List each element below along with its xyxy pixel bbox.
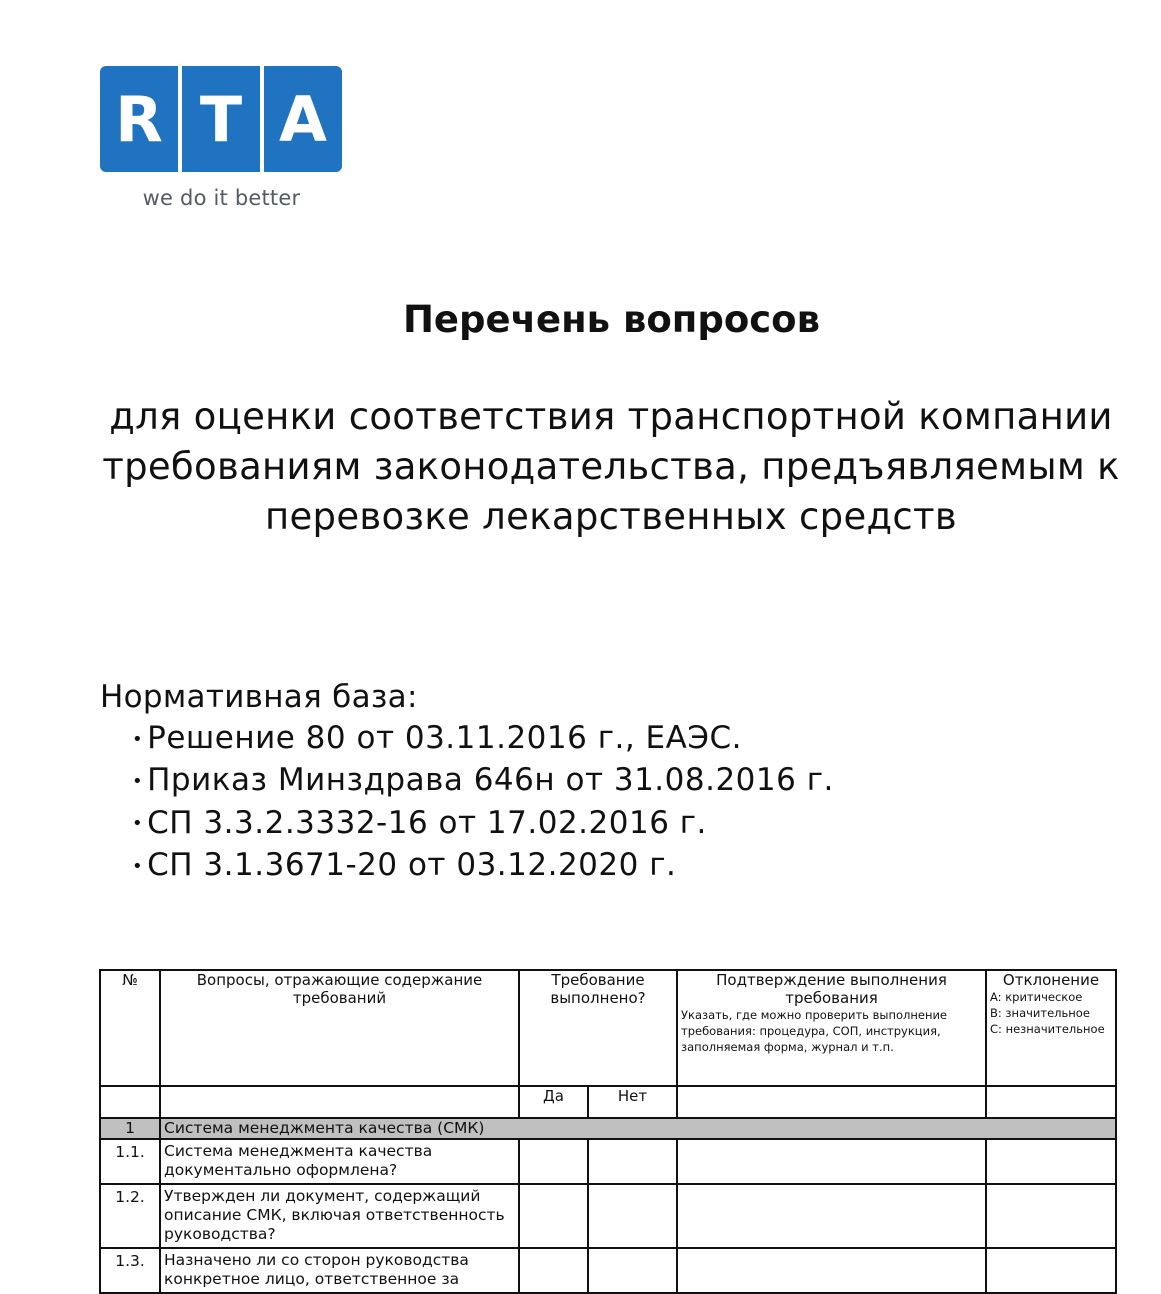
document-title: Перечень вопросов: [402, 298, 821, 341]
normative-list: [100, 718, 834, 887]
row-question: Назначено ли со сторон руководства конкретное лицо, ответственное за: [160, 1248, 519, 1293]
bullet-icon: •: [132, 813, 144, 835]
no-cell[interactable]: [588, 1248, 677, 1293]
header-no: Нет: [588, 1086, 677, 1118]
section-row: [100, 1118, 1116, 1139]
confirmation-cell[interactable]: [677, 1139, 986, 1184]
no-cell[interactable]: [588, 1184, 677, 1248]
table-row: [100, 1139, 1116, 1184]
normative-base: [100, 676, 834, 887]
table-row: [100, 1184, 1116, 1248]
yes-cell[interactable]: [519, 1184, 588, 1248]
row-question: Утвержден ли документ, содержащий описание СМК, включая ответственность руководства?: [160, 1184, 519, 1248]
section-number: 1: [100, 1118, 160, 1139]
logo-letter-t: T: [182, 66, 260, 172]
header-confirmation-note: Указать, где можно проверить выполнение требования: процедура, СОП, инструкция, заполняемая форма, журнал и т.п.: [681, 1008, 948, 1054]
deviation-cell[interactable]: [986, 1248, 1116, 1293]
table-subheader-row: [100, 1086, 1116, 1118]
header-questions: Вопросы, отражающие содержание требований: [160, 970, 519, 1086]
yes-cell[interactable]: [519, 1139, 588, 1184]
header-fulfilled: Требование выполнено?: [519, 970, 677, 1086]
logo-letter-a: A: [264, 66, 342, 172]
table-row: [100, 1248, 1116, 1293]
header-number: №: [100, 970, 160, 1086]
document-subtitle: для оценки соответствия транспортной компании требованиям законодательства, предъявляемым к перевозке лекарственных средств: [102, 395, 1120, 538]
deviation-cell[interactable]: [986, 1139, 1116, 1184]
questionnaire-table: [99, 969, 1117, 1294]
header-confirmation: [677, 970, 986, 1086]
table-header-row: [100, 970, 1116, 1086]
normative-item: • СП 3.3.2.3332-16 от 17.02.2016 г.: [132, 804, 707, 841]
normative-base-label: Нормативная база:: [100, 679, 418, 715]
subheader-empty: [986, 1086, 1116, 1118]
row-number: 1.2.: [100, 1184, 160, 1248]
bullet-icon: •: [132, 855, 144, 877]
logo-tagline: we do it better: [142, 186, 301, 210]
header-deviation-title: Отклонение: [1002, 971, 1100, 989]
subheader-empty: [160, 1086, 519, 1118]
header-yes: Да: [519, 1086, 588, 1118]
subheader-empty: [677, 1086, 986, 1118]
yes-cell[interactable]: [519, 1248, 588, 1293]
logo-letter-r: R: [100, 66, 178, 172]
deviation-level-b: B: значительное: [990, 1006, 1090, 1020]
normative-item: • Решение 80 от 03.11.2016 г., ЕАЭС.: [132, 720, 742, 756]
row-number: 1.3.: [100, 1248, 160, 1293]
normative-item: • Приказ Минздрава 646н от 31.08.2016 г.: [132, 762, 834, 799]
deviation-level-a: A: критическое: [990, 990, 1083, 1004]
row-question: Система менеджмента качества документально оформлена?: [160, 1139, 519, 1184]
section-title: Система менеджмента качества (СМК): [160, 1118, 1116, 1139]
logo-tiles: [100, 66, 343, 172]
bullet-icon: •: [132, 771, 144, 792]
company-logo: [100, 66, 343, 210]
deviation-level-c: C: незначительное: [990, 1022, 1105, 1036]
header-confirmation-title: Подтверждение выполнения требования: [716, 971, 947, 1007]
header-deviation: [986, 970, 1116, 1086]
normative-item: • СП 3.1.3671-20 от 03.12.2020 г.: [132, 846, 677, 883]
confirmation-cell[interactable]: [677, 1184, 986, 1248]
confirmation-cell[interactable]: [677, 1248, 986, 1293]
row-number: 1.1.: [100, 1139, 160, 1184]
subheader-empty: [100, 1086, 160, 1118]
no-cell[interactable]: [588, 1139, 677, 1184]
deviation-cell[interactable]: [986, 1184, 1116, 1248]
bullet-icon: •: [132, 728, 144, 750]
